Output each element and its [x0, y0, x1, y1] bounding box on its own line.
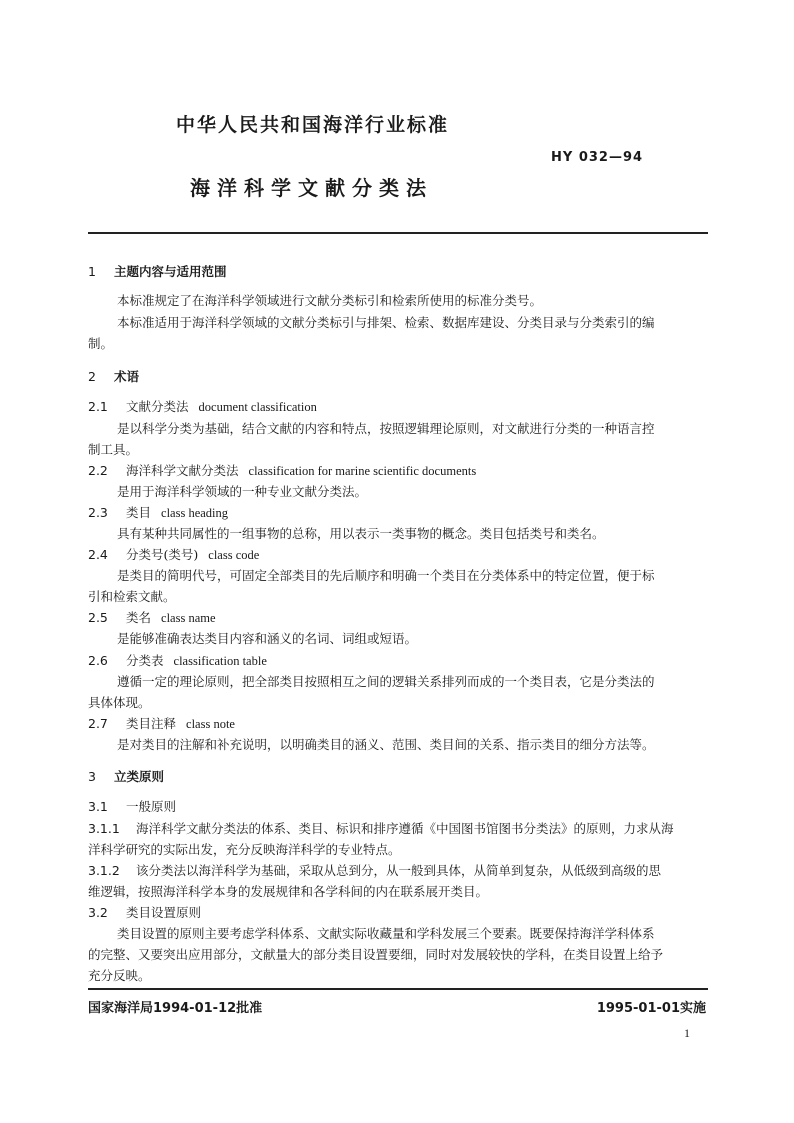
term-english: class name — [161, 611, 216, 625]
term-chinese: 海洋科学文献分类法 — [126, 463, 239, 478]
term-english: classification table — [173, 654, 267, 668]
term-entry — [88, 651, 267, 669]
term-entry — [88, 503, 228, 521]
subsection-title: 一般原则 — [126, 799, 177, 814]
term-entry — [88, 545, 259, 563]
term-definition-continuation: 制工具。 — [88, 442, 139, 457]
term-number: 2.1 — [88, 399, 108, 414]
header-divider — [88, 232, 708, 234]
term-entry — [88, 714, 235, 732]
effective-date: 1995-01-01实施 — [596, 1001, 706, 1016]
term-chinese: 类名 — [126, 610, 152, 625]
document-title: 海洋科学文献分类法 — [190, 176, 433, 200]
term-definition: 具有某种共同属性的一组事物的总称，用以表示一类事物的概念。类目包括类号和类名。 — [117, 526, 605, 541]
term-definition-continuation: 引和检索文献。 — [88, 589, 176, 604]
term-definition: 是类目的简明代号，可固定全部类目的先后顺序和明确一个类目在分类体系中的特定位置，便于标 — [117, 568, 655, 583]
term-definition: 是以科学分类为基础，结合文献的内容和特点，按照逻辑理论原则，对文献进行分类的一种语言控 — [117, 421, 655, 436]
term-definition: 是对类目的注解和补充说明，以明确类目的涵义、范围、类目间的关系、指示类目的细分方法等。 — [117, 737, 655, 752]
paragraph: 本标准规定了在海洋科学领域进行文献分类标引和检索所使用的标准分类号。 — [117, 293, 543, 308]
subsection-heading — [88, 797, 176, 815]
subsection-number: 3.1 — [88, 799, 108, 814]
section-number: 1 — [88, 264, 96, 279]
section-number: 2 — [88, 369, 96, 384]
paragraph-continuation: 制。 — [88, 336, 114, 351]
section-1-heading — [88, 262, 227, 280]
term-number: 2.7 — [88, 716, 108, 731]
term-definition: 遵循一定的理论原则，把全部类目按照相互之间的逻辑关系排列而成的一个类目表，它是分类法的 — [117, 674, 655, 689]
term-chinese: 分类号(类号) — [126, 547, 199, 562]
term-chinese: 类目 — [126, 505, 152, 520]
clause-number: 3.1.2 — [88, 863, 120, 878]
term-entry — [88, 608, 216, 626]
section-number: 3 — [88, 769, 96, 784]
term-chinese: 类目注释 — [126, 716, 177, 731]
issuing-category-title: 中华人民共和国海洋行业标准 — [176, 114, 450, 136]
section-3-heading — [88, 767, 164, 785]
section-title: 主题内容与适用范围 — [114, 264, 227, 279]
term-entry — [88, 461, 476, 479]
term-english: class note — [186, 717, 235, 731]
section-title: 术语 — [114, 369, 140, 384]
subsection-heading — [88, 903, 201, 921]
term-number: 2.5 — [88, 610, 108, 625]
clause-number: 3.1.1 — [88, 821, 120, 836]
subsection-number: 3.2 — [88, 905, 108, 920]
paragraph: 本标准适用于海洋科学领域的文献分类标引与排架、检索、数据库建设、分类目录与分类索引的编 — [117, 315, 655, 330]
term-english: class code — [208, 548, 260, 562]
term-english: classification for marine scientific documents — [248, 464, 477, 478]
clause-continuation: 洋科学研究的实际出发，充分反映海洋科学的专业特点。 — [88, 842, 401, 857]
term-definition: 是能够准确表达类目内容和涵义的名词、词组或短语。 — [117, 631, 418, 646]
clause-continuation: 维逻辑，按照海洋科学本身的发展规律和各学科间的内在联系展开类目。 — [88, 884, 489, 899]
term-entry — [88, 397, 317, 415]
term-definition: 是用于海洋科学领域的一种专业文献分类法。 — [117, 484, 368, 499]
term-english: document classification — [198, 400, 317, 414]
page-number: 1 — [684, 1026, 690, 1040]
term-english: class heading — [161, 506, 229, 520]
paragraph-continuation: 充分反映。 — [88, 968, 151, 983]
term-chinese: 分类表 — [126, 653, 164, 668]
clause-text: 该分类法以海洋科学为基础，采取从总到分，从一般到具体，从简单到复杂，从低级到高级的思 — [136, 863, 662, 878]
term-number: 2.2 — [88, 463, 108, 478]
clause — [88, 819, 674, 837]
section-2-heading — [88, 367, 139, 385]
paragraph-continuation: 的完整、又要突出应用部分，文献量大的部分类目设置要细，同时对发展较快的学科，在类目设置上给予 — [88, 947, 664, 962]
term-chinese: 文献分类法 — [126, 399, 189, 414]
paragraph: 类目设置的原则主要考虑学科体系、文献实际收藏量和学科发展三个要素。既要保持海洋学科体系 — [117, 926, 655, 941]
footer-divider — [88, 988, 708, 990]
term-number: 2.3 — [88, 505, 108, 520]
term-number: 2.6 — [88, 653, 108, 668]
clause-text: 海洋科学文献分类法的体系、类目、标识和排序遵循《中国图书馆图书分类法》的原则，力求从海 — [136, 821, 674, 836]
approval-date: 国家海洋局1994-01-12批准 — [88, 1001, 263, 1016]
standard-code: HY 032—94 — [551, 150, 644, 165]
subsection-title: 类目设置原则 — [126, 905, 202, 920]
clause — [88, 861, 661, 879]
term-number: 2.4 — [88, 547, 108, 562]
section-title: 立类原则 — [114, 769, 165, 784]
term-definition-continuation: 具体体现。 — [88, 695, 151, 710]
